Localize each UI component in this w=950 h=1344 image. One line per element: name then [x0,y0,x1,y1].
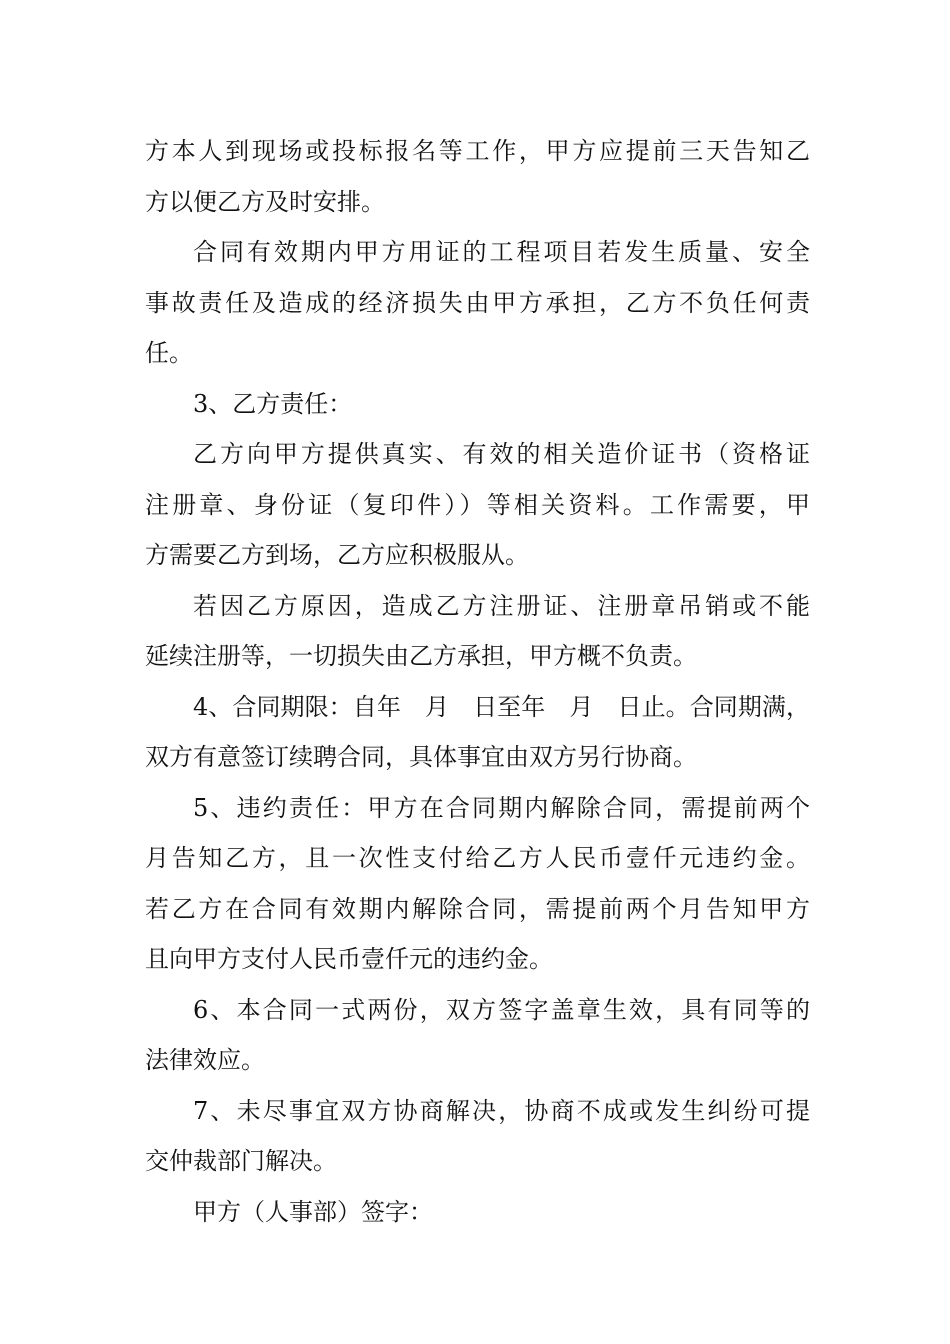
paragraph-line: 延续注册等，一切损失由乙方承担，甲方概不负责。 [145,642,697,670]
paragraph-line: 任。 [145,339,193,367]
paragraph-line: 且向甲方支付人民币壹仟元的违约金。 [145,945,553,973]
paragraph-line: 方本人到现场或投标报名等工作，甲方应提前三天告知乙 [145,137,810,165]
contract-paragraph [145,379,810,430]
contract-paragraph [145,126,810,227]
contract-paragraph [145,985,810,1086]
contract-body [145,126,810,1237]
paragraph-line: 事故责任及造成的经济损失由甲方承担，乙方不负任何责 [145,288,810,317]
paragraph-line: 交仲裁部门解决。 [145,1147,337,1175]
paragraph-line: 合同有效期内甲方用证的工程项目若发生质量、安全 [193,238,810,266]
paragraph-line: 方以便乙方及时安排。 [145,187,385,216]
contract-paragraph [145,682,810,783]
paragraph-line: 若乙方在合同有效期内解除合同，需提前两个月告知甲方 [145,894,810,923]
paragraph-line: 法律效应。 [145,1046,265,1074]
paragraph-line: 甲方（人事部）签字： [193,1197,433,1226]
paragraph-line: 4、合同期限：自年 月 日至年 月 日止。合同期满， [193,692,810,721]
paragraph-line: 3、乙方责任： [193,389,353,418]
contract-paragraph [145,227,810,379]
paragraph-line: 乙方向甲方提供真实、有效的相关造价证书（资格证 [193,440,810,468]
contract-paragraph [145,1187,810,1238]
contract-paragraph [145,1086,810,1187]
contract-paragraph [145,581,810,682]
paragraph-line: 双方有意签订续聘合同，具体事宜由双方另行协商。 [145,743,697,771]
paragraph-line: 5、违约责任：甲方在合同期内解除合同，需提前两个 [193,793,810,822]
paragraph-line: 注册章、身份证（复印件））等相关资料。工作需要，甲 [145,490,810,519]
contract-paragraph [145,429,810,581]
paragraph-line: 7、未尽事宜双方协商解决，协商不成或发生纠纷可提 [193,1096,810,1125]
paragraph-line: 方需要乙方到场，乙方应积极服从。 [145,541,529,569]
contract-paragraph [145,783,810,985]
paragraph-line: 6、本合同一式两份，双方签字盖章生效，具有同等的 [193,995,810,1024]
paragraph-line: 若因乙方原因，造成乙方注册证、注册章吊销或不能 [193,591,810,620]
paragraph-line: 月告知乙方，且一次性支付给乙方人民币壹仟元违约金。 [145,844,810,872]
